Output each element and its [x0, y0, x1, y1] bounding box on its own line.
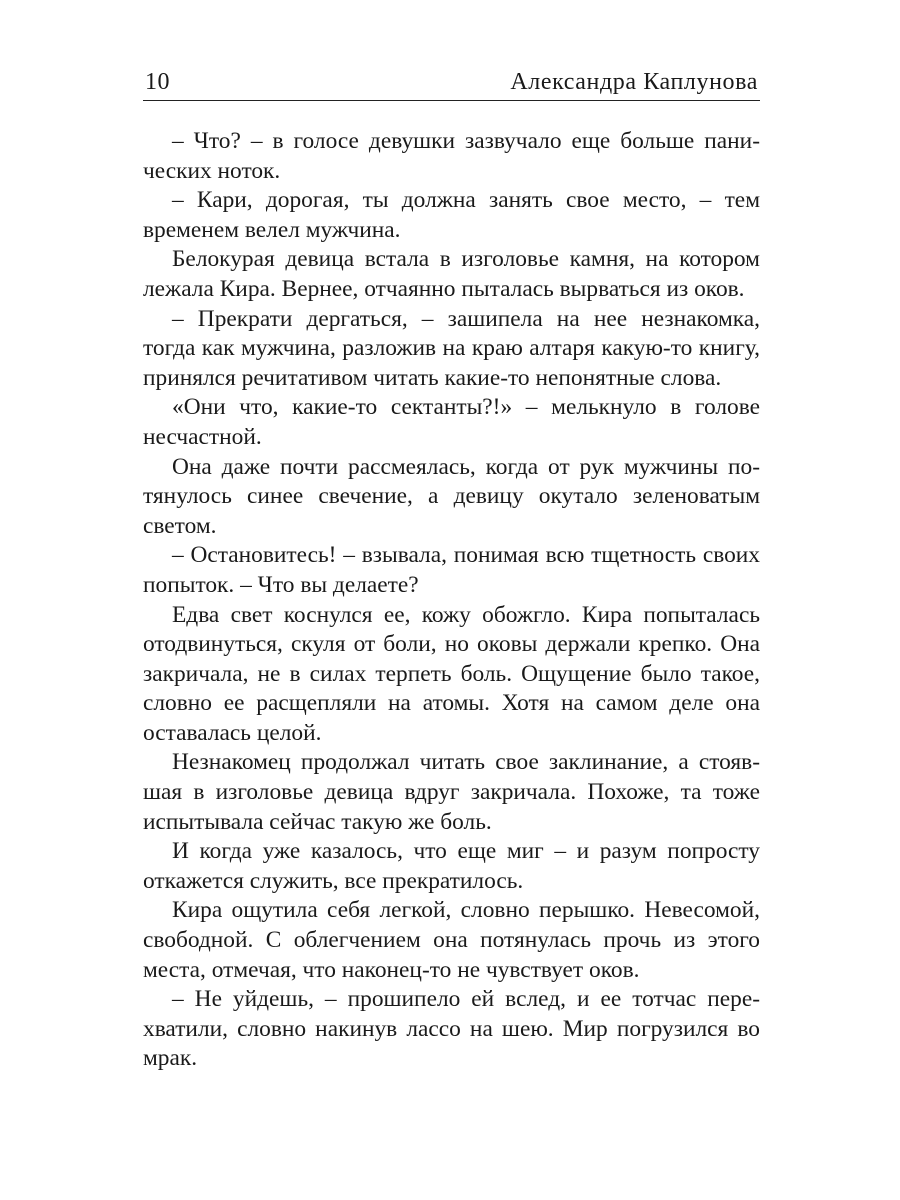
- paragraph: И когда уже казалось, что еще миг – и разум попросту откажется служить, все прекратилось.: [143, 838, 760, 894]
- running-header: [143, 60, 760, 101]
- paragraph: – Кари, дорогая, ты должна занять свое место, – тем временем велел мужчина.: [143, 187, 760, 243]
- paragraph: Кира ощутила себя легкой, словно перышко. Невесомой, свободной. С облегчением она потянулась прочь из этого места, отмечая, что наконец-то не чувствует оков.: [143, 897, 760, 983]
- book-page: [143, 60, 760, 1160]
- paragraph: – Что? – в голосе девушки зазвучало еще больше панических ноток.: [143, 128, 760, 184]
- paragraph: Незнакомец продолжал читать свое заклинание, а стоявшая в изголовье девица вдруг закричала. Похоже, та тоже испытывала сейчас такую же боль.: [143, 749, 760, 835]
- paragraph: – Не уйдешь, – прошипело ей вслед, и ее тотчас перехватили, словно накинув лассо на шею. Мир погрузился во мрак.: [143, 986, 760, 1072]
- paragraph: – Прекрати дергаться, – зашипела на нее незнакомка, тогда как мужчина, разложив на краю алтаря какую-то книгу, принялся речитативом читать какие-то непонятные слова.: [143, 305, 760, 391]
- paragraph: Белокурая девица встала в изголовье камня, на котором лежала Кира. Вернее, отчаянно пыталась вырваться из оков.: [143, 246, 760, 302]
- paragraph: – Остановитесь! – взывала, понимая всю тщетность своих попыток. – Что вы делаете?: [143, 542, 760, 598]
- header-author: Александра Каплунова: [510, 69, 758, 95]
- page-number: 10: [145, 69, 170, 95]
- paragraph: «Они что, какие-то сектанты?!» – мелькнуло в голове несчастной.: [143, 394, 760, 450]
- paragraph: Едва свет коснулся ее, кожу обожгло. Кира попыталась отодвинуться, скуля от боли, но оковы держали крепко. Она закричала, не в силах терпеть боль. Ощущение было такое, словно ее расщепляли на атомы. Хотя на самом деле она оставалась целой.: [143, 601, 760, 746]
- paragraph: Она даже почти рассмеялась, когда от рук мужчины потянулось синее свечение, а девицу окутало зеленоватым светом.: [143, 453, 760, 539]
- body-text: [143, 127, 760, 1074]
